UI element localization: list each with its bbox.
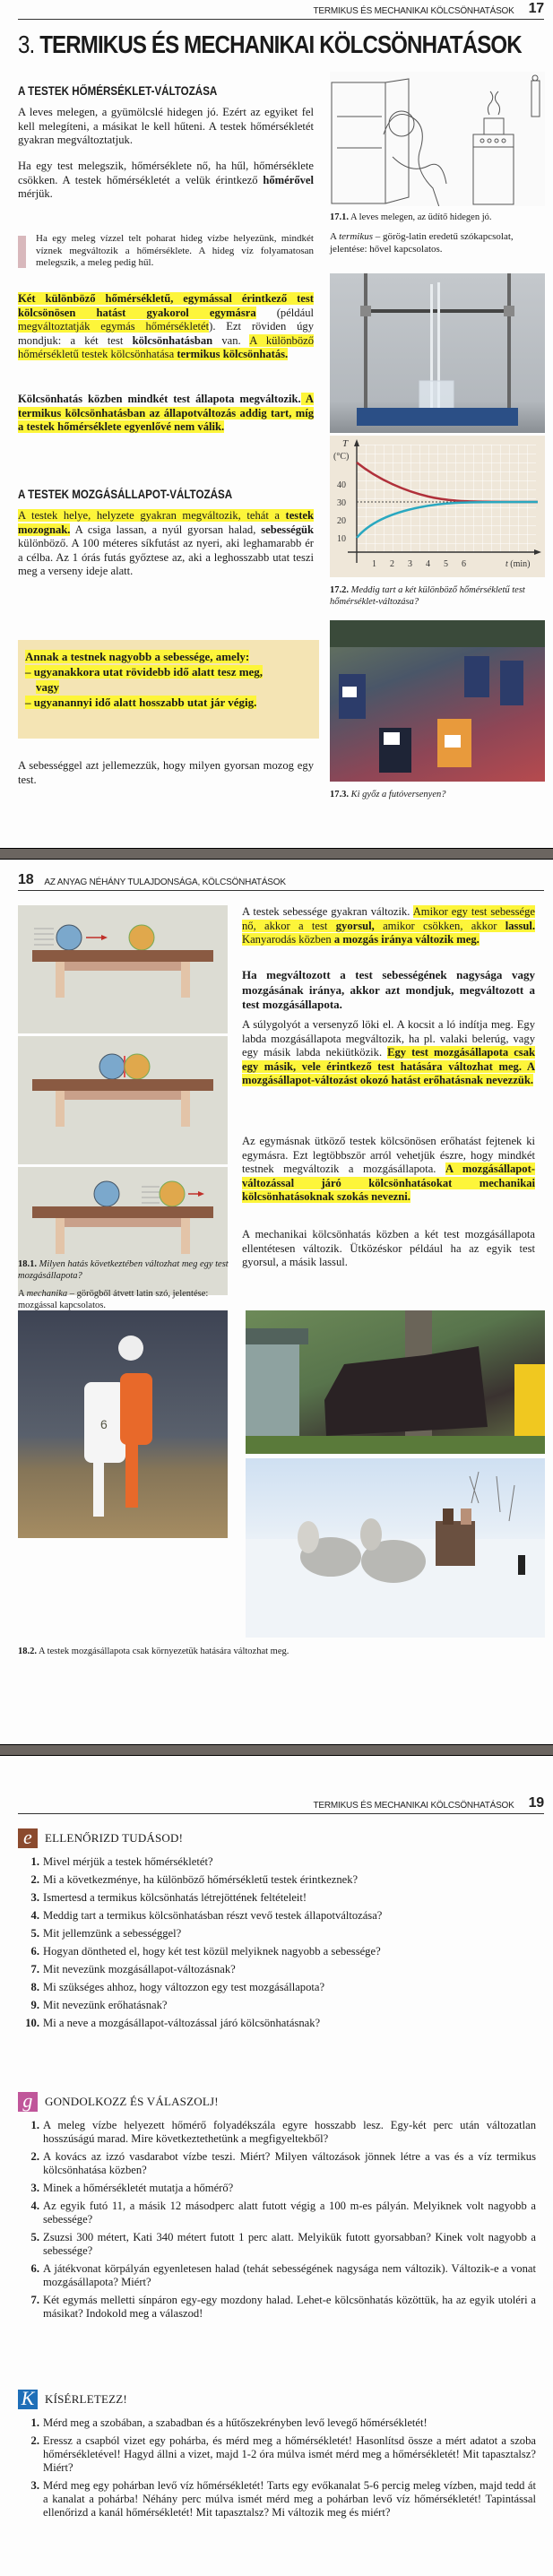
- experiment-list: [23, 2416, 536, 2524]
- paragraph-motion-state: Ha megváltozott a test sebességének nagysága vagy mozgásának iránya, akkor azt mondjuk, megváltozott a test mozgásállapota.: [242, 968, 535, 1011]
- item-text: Mérd meg egy pohárban levő víz hőmérsékletét! Tarts egy evőkanalat 5-6 percig meleg vízben, majd tedd át a kanalat a pohárba! Néhány perc múlva ismét mérd meg a pohárban levő víz hőmérsékletét! Tapintással ellenőrizd a kanál hőmérsékletét! Mit tapasztalsz? Mi változik meg és miért?: [43, 2479, 536, 2519]
- question-text: Meddig tart a termikus kölcsönhatásban részt vevő testek állapotváltozása?: [43, 1909, 383, 1922]
- text: különböző. A 100 méteres síkfutást az nyeri, aki leghamarabb ér a célba. Az 1 órás futás győztese az, aki a leghosszabb utat teszi meg a verseny ideje alatt.: [18, 537, 314, 578]
- question-text: A kovács az izzó vasdarabot vízbe teszi. Miért? Milyen változások jönnek létre a vas és a víz termikus kölcsönhatása közben?: [43, 2150, 536, 2176]
- highlight-definition: Két különböző hőmérsékletű, egymással érintkező test kölcsönösen hatást gyakorol egymásra: [18, 292, 314, 319]
- svg-text:5: 5: [444, 559, 448, 569]
- question-number: 1.: [30, 1855, 39, 1868]
- svg-text:3: 3: [408, 559, 412, 569]
- question-text: A játékvonat körpályán egyenletesen halad (tehát sebességének nagysága nem változik). Változik-e a vonat mozgásállapota? Miért?: [43, 2262, 536, 2288]
- page-separator: [0, 1744, 553, 1756]
- question-item: [23, 2017, 536, 2030]
- svg-text:2: 2: [390, 559, 394, 569]
- section-think-answer-header: [18, 2089, 219, 2112]
- section-check-knowledge-header: [18, 1828, 183, 1848]
- caption-text: Ki győz a futóversenyen?: [349, 790, 446, 800]
- section-heading-motion: A TESTEK MOZGÁSÁLLAPOT-VÁLTOZÁSA: [18, 488, 233, 501]
- figure-number: 17.3.: [330, 790, 349, 800]
- term-thermometer: hőmérővel: [263, 173, 314, 186]
- question-item: [23, 1855, 536, 1869]
- paragraph-motion: [18, 509, 314, 579]
- question-text: Az egyik futó 11, a másik 12 másodperc alatt futott végig a 100 m-es pályán. Melyiknek volt nagyobb a sebessége?: [43, 2200, 536, 2226]
- highlight-term: termikus kölcsönhatás.: [177, 348, 289, 361]
- svg-text:1: 1: [372, 559, 376, 569]
- question-text: A meleg vízbe helyezett hőmérő folyadékszála egyre hosszabb lesz. Egy-két perc után változatlan hosszúságú marad. Mire következtethetünk a megfigyeltekből?: [43, 2119, 536, 2145]
- chart-svg: [330, 436, 545, 577]
- question-number: 5.: [30, 1927, 39, 1940]
- highlight: A termikus kölcsönhatásban az állapotváltozás addig tart, míg a testek hőmérséklete egyenlővé nem válik.: [18, 393, 314, 434]
- figure-number: 18.1.: [18, 1259, 37, 1269]
- svg-text:10: 10: [337, 534, 346, 544]
- svg-text:6: 6: [462, 559, 466, 569]
- item-number: 3.: [30, 2479, 39, 2492]
- experiment-item: [23, 2479, 536, 2520]
- question-item: [23, 1909, 536, 1923]
- question-item: [23, 1981, 536, 1994]
- paragraph-thermal-interaction: [18, 292, 314, 362]
- check-knowledge-icon: e: [18, 1828, 38, 1848]
- question-text: Mi a neve a mozgásállapot-változással járó kölcsönhatásnak?: [43, 2017, 321, 2029]
- question-number: 4.: [30, 1909, 39, 1922]
- check-knowledge-list: [23, 1855, 536, 2035]
- page-number: 18: [18, 872, 34, 887]
- question-text: Mit nevezünk erőhatásnak?: [43, 1999, 168, 2011]
- question-item: [23, 1945, 536, 1958]
- question-number: 7.: [30, 2294, 39, 2306]
- section-experiment-header: [18, 2387, 127, 2409]
- question-item: [23, 2150, 536, 2177]
- question-item: [23, 1891, 536, 1905]
- question-number: 6.: [30, 2262, 39, 2275]
- figure-caption-17-1: [330, 212, 545, 223]
- text: A: [18, 1289, 27, 1299]
- question-text: Ismertesd a termikus kölcsönhatás létrejöttének feltételeit!: [43, 1891, 307, 1904]
- page-number: 19: [528, 1795, 544, 1811]
- highlight-definition: Egy test mozgásállapota csak egy másik, vele érintkező test hatására változhat meg. A mozgásállapot-változást okozó hatást erőhatásnak nevezzük.: [242, 1046, 535, 1087]
- paragraph-acceleration: [242, 905, 535, 947]
- svg-text:6: 6: [100, 1417, 108, 1431]
- paragraph-thermometer: [18, 160, 314, 202]
- svg-text:30: 30: [337, 498, 346, 508]
- highlight: Kanyarodás közben: [242, 933, 334, 947]
- question-item: [23, 2294, 536, 2321]
- running-head: [18, 0, 544, 20]
- question-text: Mi a következménye, ha különböző hőmérsékletű testek érintkeznek?: [43, 1873, 359, 1886]
- chapter-number: 3.: [18, 30, 35, 58]
- paragraph-speed: A sebességgel azt jellemezzük, hogy milyen gyorsan mozog egy test.: [18, 759, 314, 786]
- svg-text:20: 20: [337, 516, 346, 526]
- text: van.: [212, 333, 250, 347]
- text: mérjük.: [18, 187, 53, 201]
- highlight: Amikor egy test sebessége nő, akkor a test: [242, 905, 535, 932]
- question-item: [23, 2262, 536, 2289]
- svg-text:T: T: [342, 438, 349, 449]
- figure-caption-17-3: [330, 789, 545, 800]
- caption-text: Meddig tart a két különböző hőmérsékletű test hőmérséklet-változása?: [330, 585, 525, 607]
- question-number: 7.: [30, 1963, 39, 1975]
- paragraph-force: [242, 1018, 535, 1088]
- text: – görög-latin eredetű szókapcsolat, jelentése: hővel kapcsolatos.: [330, 231, 514, 255]
- page-number: 17: [528, 1, 544, 16]
- question-text: Hogyan döntheted el, hogy két test közül melyiknek nagyobb a sebessége?: [43, 1945, 381, 1958]
- photo-running-race: [330, 620, 545, 782]
- question-number: 5.: [30, 2231, 39, 2243]
- text: Ha egy test melegszik, hőmérséklete nő, ha hűl, hőmérséklete csökken. A testek hőmérsékletét a velük érintkező: [18, 160, 314, 186]
- text: A testek sebessége gyakran változik.: [242, 905, 413, 918]
- side-note: Ha egy meleg vízzel telt poharat hideg vízbe helyezünk, mindkét víznek megváltozik a hőmérséklete. A hideg víz folyamatosan melegszik, a meleg pedig hűl.: [18, 233, 314, 270]
- page-separator: [0, 848, 553, 860]
- page-19: [0, 1759, 553, 2576]
- highlight: A különböző hőmérsékletű testek kölcsönhatása: [18, 333, 315, 361]
- question-item: [23, 1927, 536, 1941]
- question-number: 10.: [25, 2017, 39, 2029]
- question-text: Két egymás melletti sínpáron egy-egy mozdony halad. Lehet-e kölcsönhatás közöttük, ha az egyik utoléri a másikat? Indokold meg a válaszod!: [43, 2294, 536, 2320]
- photo-soccer-header: [18, 1310, 228, 1538]
- question-text: Mi szükséges ahhoz, hogy változzon egy test mozgásállapota?: [43, 1981, 325, 1993]
- glossary-term: termikus: [339, 231, 373, 242]
- think-answer-list: [23, 2119, 536, 2325]
- section-title: ELLENŐRIZD TUDÁSOD!: [45, 1831, 184, 1845]
- figure-caption-18-2: [18, 1646, 547, 1657]
- illustration-kitchen-sketch: [330, 72, 545, 206]
- highlight-term: lassul.: [505, 919, 535, 932]
- figure-number: 17.2.: [330, 585, 349, 595]
- box-line: – ugyanannyi idő alatt hosszabb utat jár végig.: [25, 696, 257, 709]
- question-number: 2.: [30, 2150, 39, 2163]
- chapter-title-text: TERMIKUS ÉS MECHANIKAI KÖLCSÖNHATÁSOK: [39, 30, 522, 58]
- experiment-item: [23, 2416, 536, 2430]
- question-number: 3.: [30, 2182, 39, 2194]
- text: Kölcsönhatás közben mindkét test állapota megváltozik.: [18, 393, 301, 405]
- page-18: [0, 862, 553, 1727]
- caption-text: A leves melegen, az üdítő hidegen jó.: [349, 212, 492, 222]
- highlight-definition: A mozgásállapot-változással járó kölcsönhatásokat mechanikai kölcsönhatásoknak szokás nevezni.: [242, 1163, 535, 1204]
- text: – görögből átvett latin szó, jelentése: mozgással kapcsolatos.: [18, 1289, 209, 1310]
- svg-text:(°C): (°C): [333, 452, 350, 462]
- text: Az egymásnak ütköző testek kölcsönösen erőhatást fejtenek ki egymásra. Ezt legtöbbször arról vehetjük észre, hogy mindkét testnek megváltozik a mozgásállapota.: [242, 1135, 535, 1176]
- section-title: KÍSÉRLETEZZ!: [45, 2392, 127, 2406]
- highlight-term: gyorsul,: [335, 919, 375, 932]
- question-text: Zsuzsi 300 métert, Kati 340 métert futott 1 perc alatt. Melyikük futott gyorsabban? Kinek volt nagyobb a sebessége?: [43, 2231, 536, 2257]
- text: A súlygolyót a versenyző löki el. A kocsit a ló indítja meg. Egy labda mozgásállapota megváltozik, ha pl. valaki belerúg, vagy egy másik labda nekiütközik.: [242, 1018, 535, 1059]
- question-item: [23, 2200, 536, 2226]
- diagram-ball-approach: [18, 905, 228, 1033]
- photo-car-crash-tree: [246, 1310, 545, 1454]
- paragraph-mechanical-interaction: A mechanikai kölcsönhatás közben a két test mozgásállapota ellentétesen változik. Ütközéskor például ha az egyik test gyorsul, a másik lassul.: [242, 1228, 535, 1269]
- paragraph-state-change: [18, 393, 314, 435]
- question-item: [23, 2119, 536, 2146]
- question-text: Mit jellemzünk a sebességgel?: [43, 1927, 182, 1940]
- highlight: amikor csökken, akkor: [374, 919, 505, 932]
- paragraph-collision: [242, 1135, 535, 1205]
- page-17: [0, 0, 553, 843]
- question-number: 1.: [30, 2119, 39, 2131]
- question-item: [23, 1999, 536, 2012]
- box-line: – ugyanakkora utat rövidebb idő alatt tesz meg,: [25, 665, 264, 679]
- photo-horse-sleigh: [246, 1458, 545, 1638]
- highlight-term: testek mozognak.: [18, 509, 314, 536]
- section-title: GONDOLKOZZ ÉS VÁLASZOLJ!: [45, 2095, 219, 2108]
- figure-number: 18.2.: [18, 1647, 37, 1656]
- temperature-time-chart: [330, 436, 545, 577]
- running-head-title: TERMIKUS ÉS MECHANIKAI KÖLCSÖNHATÁSOK: [313, 1801, 514, 1811]
- highlight: A testek helye, helyzete gyakran megváltozik, tehát a: [18, 509, 286, 522]
- svg-text:40: 40: [337, 480, 346, 490]
- term: sebességük: [261, 523, 314, 536]
- chapter-title: [18, 30, 522, 59]
- box-line: Annak a testnek nagyobb a sebessége, amely:: [25, 650, 250, 663]
- caption-text: A testek mozgásállapota csak környezetük hatására változhat meg.: [37, 1647, 289, 1656]
- question-text: Minek a hőmérsékletét mutatja a hőmérő?: [43, 2182, 234, 2194]
- figure-caption-17-2: [330, 584, 545, 608]
- question-text: Mivel mérjük a testek hőmérsékletét?: [43, 1855, 213, 1868]
- question-item: [23, 2182, 536, 2195]
- item-text: Eressz a csapból vizet egy pohárba, és mérd meg a hőmérsékletét! Hasonlítsd össze a mért adatot a szoba hőmérsékletével! Hagyd állni a vizet, majd 1-2 óra múlva ismét mérd meg a hőmérsékletét! Mit tapasztalsz? Miért?: [43, 2434, 536, 2474]
- figure-number: 17.1.: [330, 212, 349, 222]
- experiment-icon: K: [18, 2390, 38, 2409]
- text: A: [330, 231, 340, 242]
- diagram-ball-collision: [18, 1036, 228, 1164]
- running-head-title: AZ ANYAG NÉHÁNY TULAJDONSÁGA, KÖLCSÖNHATÁSOK: [44, 877, 286, 887]
- running-head: [18, 871, 544, 891]
- question-number: 3.: [30, 1891, 39, 1904]
- glossary-mechanika: [18, 1288, 229, 1311]
- question-number: 2.: [30, 1873, 39, 1886]
- running-head: [18, 1794, 544, 1814]
- text: (például: [255, 306, 314, 319]
- experiment-item: [23, 2434, 536, 2475]
- caption-text: Milyen hatás következtében változhat meg egy test mozgásállapota?: [18, 1259, 229, 1281]
- box-line: vagy: [36, 680, 59, 694]
- term: kölcsönhatásban: [132, 333, 213, 347]
- svg-text:4: 4: [426, 559, 430, 569]
- item-text: Mérd meg a szobában, a szabadban és a hűtőszekrényben levő levegő hőmérsékletét!: [43, 2416, 428, 2429]
- question-item: [23, 2231, 536, 2258]
- highlight: megváltoztatják egymás hőmérsékletét: [18, 320, 210, 333]
- section-heading-temperature: A TESTEK HŐMÉRSÉKLET-VÁLTOZÁSA: [18, 84, 218, 98]
- question-number: 8.: [30, 1981, 39, 1993]
- definition-box: [18, 640, 319, 739]
- svg-text:t (min): t (min): [505, 559, 531, 569]
- item-number: 1.: [30, 2416, 39, 2429]
- highlight-term: a mozgás iránya változik meg.: [333, 933, 480, 947]
- glossary-term: mechanika: [26, 1289, 68, 1299]
- think-answer-icon: g: [18, 2092, 38, 2112]
- photo-thermometers-in-beaker: [330, 273, 545, 433]
- text: A csiga lassan, a nyúl gyorsan halad,: [70, 523, 262, 536]
- glossary-termikus: [330, 231, 545, 255]
- paragraph-intro: A leves melegen, a gyümölcslé hidegen jó. Ezért az egyiket fel kell melegíteni, a másikat le kell hűteni. A testek hőmérsékletét gyakran megváltoztatjuk.: [18, 106, 314, 147]
- item-number: 2.: [30, 2434, 39, 2447]
- question-text: Mit nevezünk mozgásállapot-változásnak?: [43, 1963, 236, 1975]
- question-item: [23, 1873, 536, 1887]
- running-head-title: TERMIKUS ÉS MECHANIKAI KÖLCSÖNHATÁSOK: [313, 6, 514, 16]
- text: ). Ezt röviden úgy mondjuk: a két test: [18, 320, 314, 347]
- question-number: 6.: [30, 1945, 39, 1958]
- figure-caption-18-1: [18, 1258, 229, 1282]
- question-number: 4.: [30, 2200, 39, 2212]
- question-number: 9.: [30, 1999, 39, 2011]
- question-item: [23, 1963, 536, 1976]
